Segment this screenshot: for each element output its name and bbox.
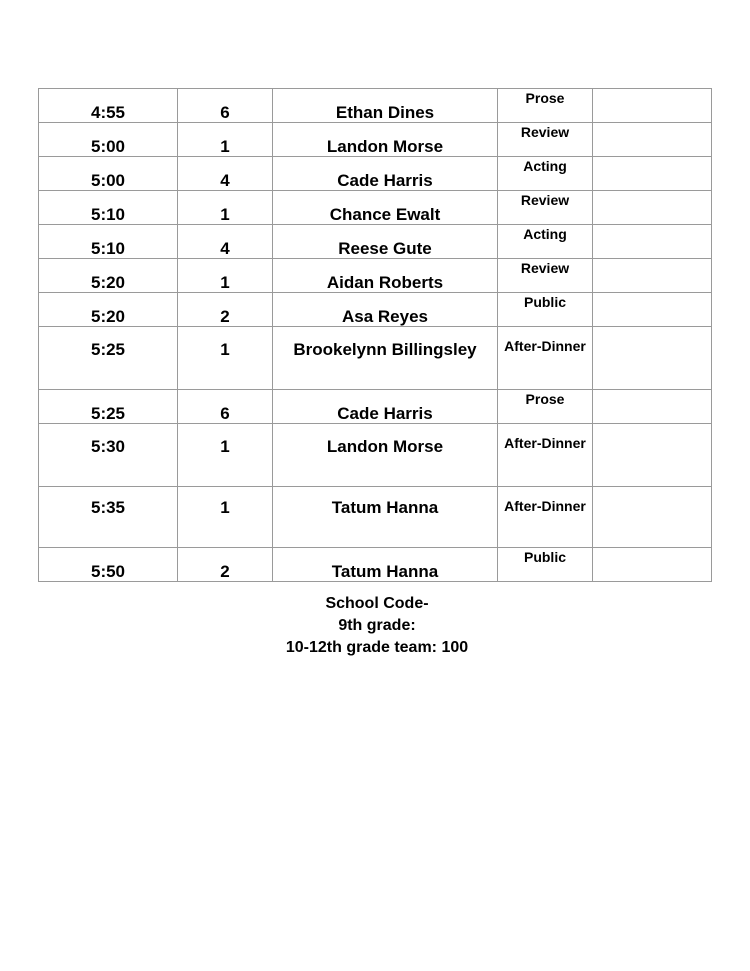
blank-cell: [593, 487, 712, 548]
table-row: [39, 548, 712, 582]
table-row: [39, 191, 712, 225]
footer-notes: [0, 593, 750, 659]
event-cell: Public: [498, 548, 593, 582]
event-cell: Review: [498, 191, 593, 225]
time-cell: 5:00: [39, 123, 178, 157]
event-cell: Prose: [498, 89, 593, 123]
blank-cell: [593, 225, 712, 259]
blank-cell: [593, 191, 712, 225]
time-cell: 5:00: [39, 157, 178, 191]
room-cell: 1: [178, 191, 273, 225]
table-row: [39, 293, 712, 327]
blank-cell: [593, 157, 712, 191]
room-cell: 1: [178, 123, 273, 157]
event-cell: Prose: [498, 390, 593, 424]
table-row: [39, 123, 712, 157]
table-row: [39, 327, 712, 390]
blank-cell: [593, 123, 712, 157]
name-cell: Aidan Roberts: [273, 259, 498, 293]
blank-cell: [593, 259, 712, 293]
blank-cell: [593, 548, 712, 582]
name-cell: Asa Reyes: [273, 293, 498, 327]
room-cell: 1: [178, 327, 273, 390]
event-cell: Acting: [498, 225, 593, 259]
table-row: [39, 225, 712, 259]
name-cell: Tatum Hanna: [273, 548, 498, 582]
blank-cell: [593, 390, 712, 424]
name-cell: Cade Harris: [273, 390, 498, 424]
time-cell: 5:35: [39, 487, 178, 548]
team-code-label: 10-12th grade team: 100: [285, 639, 469, 656]
blank-cell: [593, 424, 712, 487]
blank-cell: [593, 327, 712, 390]
table-row: [39, 487, 712, 548]
time-cell: 5:20: [39, 259, 178, 293]
room-cell: 4: [178, 157, 273, 191]
table-row: [39, 424, 712, 487]
time-cell: 5:50: [39, 548, 178, 582]
school-code-label: School Code-: [325, 595, 429, 612]
event-cell: After-Dinner: [498, 487, 593, 548]
name-cell: Brookelynn Billingsley: [273, 327, 498, 390]
event-cell: Acting: [498, 157, 593, 191]
room-cell: 6: [178, 89, 273, 123]
table-row: [39, 259, 712, 293]
blank-cell: [593, 293, 712, 327]
name-cell: Reese Gute: [273, 225, 498, 259]
room-cell: 2: [178, 293, 273, 327]
time-cell: 5:10: [39, 191, 178, 225]
time-cell: 5:20: [39, 293, 178, 327]
name-cell: Landon Morse: [273, 424, 498, 487]
ninth-grade-label: 9th grade:: [338, 617, 416, 634]
time-cell: 5:10: [39, 225, 178, 259]
time-cell: 5:30: [39, 424, 178, 487]
event-cell: Review: [498, 123, 593, 157]
time-cell: 5:25: [39, 327, 178, 390]
name-cell: Tatum Hanna: [273, 487, 498, 548]
table-row: [39, 390, 712, 424]
room-cell: 1: [178, 259, 273, 293]
event-cell: Review: [498, 259, 593, 293]
event-cell: After-Dinner: [498, 327, 593, 390]
name-cell: Cade Harris: [273, 157, 498, 191]
room-cell: 4: [178, 225, 273, 259]
room-cell: 2: [178, 548, 273, 582]
room-cell: 1: [178, 424, 273, 487]
room-cell: 1: [178, 487, 273, 548]
blank-cell: [593, 89, 712, 123]
name-cell: Ethan Dines: [273, 89, 498, 123]
time-cell: 4:55: [39, 89, 178, 123]
time-cell: 5:25: [39, 390, 178, 424]
name-cell: Chance Ewalt: [273, 191, 498, 225]
event-cell: After-Dinner: [498, 424, 593, 487]
event-cell: Public: [498, 293, 593, 327]
name-cell: Landon Morse: [273, 123, 498, 157]
table-row: [39, 157, 712, 191]
schedule-table: [38, 88, 712, 582]
table-row: [39, 89, 712, 123]
room-cell: 6: [178, 390, 273, 424]
